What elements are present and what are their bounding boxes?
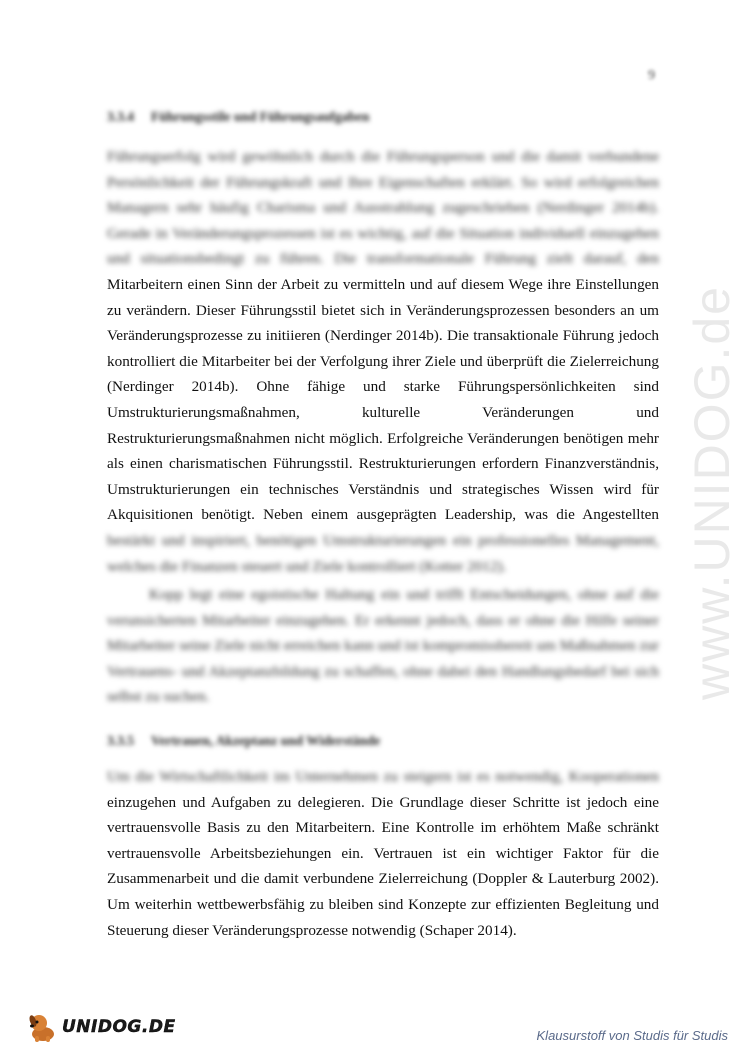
text-line: Steuerung dieser Veränderungsprozesse notwendig (Schaper 2014). — [107, 921, 517, 939]
text-line: kontrolliert die Mitarbeiter bei der Verfolgung ihrer Ziele und überprüft die Zielerreichung — [107, 352, 659, 370]
section-title: Vertrauen, Akzeptanz und Widerstände — [151, 733, 381, 748]
text-line: Vertrauens- und Akzeptanzbildung zu schaffen, ohne dabei den Handlungsbedarf bei sich — [107, 662, 659, 680]
unidog-logo — [26, 1010, 176, 1044]
paragraph-335-1 — [107, 764, 659, 943]
text-line: verunsicherten Mitarbeiter einzugehen. Er erkennt jedoch, dass er ohne die Hilfe seiner — [107, 611, 659, 629]
text-line: Mitarbeiter seine Ziele nicht erreichen kann und ist kompromissbereit um Maßnahmen zur — [107, 637, 659, 655]
text-line: Umstrukturierungsmaßnahmen, kulturelle Veränderungen und — [107, 403, 659, 421]
section-number: 3.3.5 — [107, 733, 134, 748]
section-title: Führungsstile und Führungsaufgaben — [151, 109, 370, 124]
text-line: Gerade in Veränderungsprozessen ist es wichtig, auf die Situation individuell einzugehen — [107, 224, 659, 242]
text-line: Um die Wirtschaftlichkeit im Unternehmen zu steigern ist es notwendig, Kooperationen — [107, 768, 659, 785]
text-line: Persönlichkeit der Führungskraft und Ihre Eigenschaften erklärt. So wird erfolgreichen — [107, 173, 659, 191]
text-line: (Nerdinger 2014b). Ohne fähige und starke Führungspersönlichkeiten sind — [107, 378, 659, 396]
text-line: Managern sehr häufig Charisma und Ausstrahlung zugeschrieben (Nerdinger 2014b). — [107, 199, 659, 217]
section-heading-334 — [107, 109, 667, 125]
text-line: welches die Finanzen steuert und Ziele kontrolliert (Kotter 2012). — [107, 557, 507, 575]
text-line: einzugehen und Aufgaben zu delegieren. Die Grundlage dieser Schritte ist jedoch eine — [107, 793, 659, 811]
text-line: Restrukturierungsmaßnahmen nicht möglich. Erfolgreiche Veränderungen benötigen mehr — [107, 429, 659, 447]
text-line: Führungserfolg wird gewöhnlich durch die Führungsperson und die damit verbundene — [107, 148, 659, 165]
text-line: und situationsbedingt zu führen. Die transformationale Führung zielt darauf, den — [107, 250, 659, 268]
text-line: vertrauensvolle Basis zu den Mitarbeitern. Eine Kontrolle im erhöhtem Maße schränkt — [107, 819, 659, 837]
dog-icon — [26, 1010, 60, 1044]
paragraph-334-1 — [107, 144, 659, 579]
text-line: Akquisitionen benötigt. Neben einem ausgeprägten Leadership, was die Angestellten — [107, 506, 659, 524]
text-line: Umstrukturierungen ein technisches Verständnis und strategisches Wissen wird für — [107, 480, 659, 498]
text-line: Mitarbeitern einen Sinn der Arbeit zu vermitteln und auf diesem Wege ihre Einstellungen — [107, 275, 659, 293]
section-number: 3.3.4 — [107, 109, 134, 124]
footer-tagline: Klausurstoff von Studis für Studis — [536, 1028, 728, 1043]
text-line: als einen charismatischen Führungsstil. Restrukturierungen erfordern Finanzverständnis, — [107, 455, 659, 473]
text-line: Zusammenarbeit und die damit verbundene Zielerreichung (Doppler & Lauterburg 2002). — [107, 870, 659, 888]
section-heading-335 — [107, 733, 667, 749]
logo-text: UNIDOG.DE — [62, 1017, 176, 1037]
text-line: Um weiterhin wettbewerbsfähig zu bleiben sind Konzepte zur effizienten Begleitung und — [107, 895, 659, 913]
text-line: selbst zu suchen. — [107, 688, 210, 706]
text-line: Kopp legt eine egoistische Haltung ein und trifft Entscheidungen, ohne auf die — [149, 586, 659, 603]
watermark: www.UNIDOG.de — [684, 285, 740, 700]
paragraph-334-2 — [107, 582, 659, 710]
text-line: zu verändern. Dieser Führungsstil bietet sich in Veränderungsprozessen besonders an um — [107, 301, 659, 319]
text-line: bestärkt und inspiriert, benötigen Umstrukturierungen ein professionelles Management, — [107, 531, 659, 549]
text-line: vertrauensvolle Arbeitsbeziehungen ein. Vertrauen ist ein wichtiger Faktor für die — [107, 844, 659, 862]
text-line: Veränderungsprozesse zu initiieren (Nerdinger 2014b). Die transaktionale Führung jedoch — [107, 327, 659, 345]
page-number: 9 — [648, 68, 655, 83]
